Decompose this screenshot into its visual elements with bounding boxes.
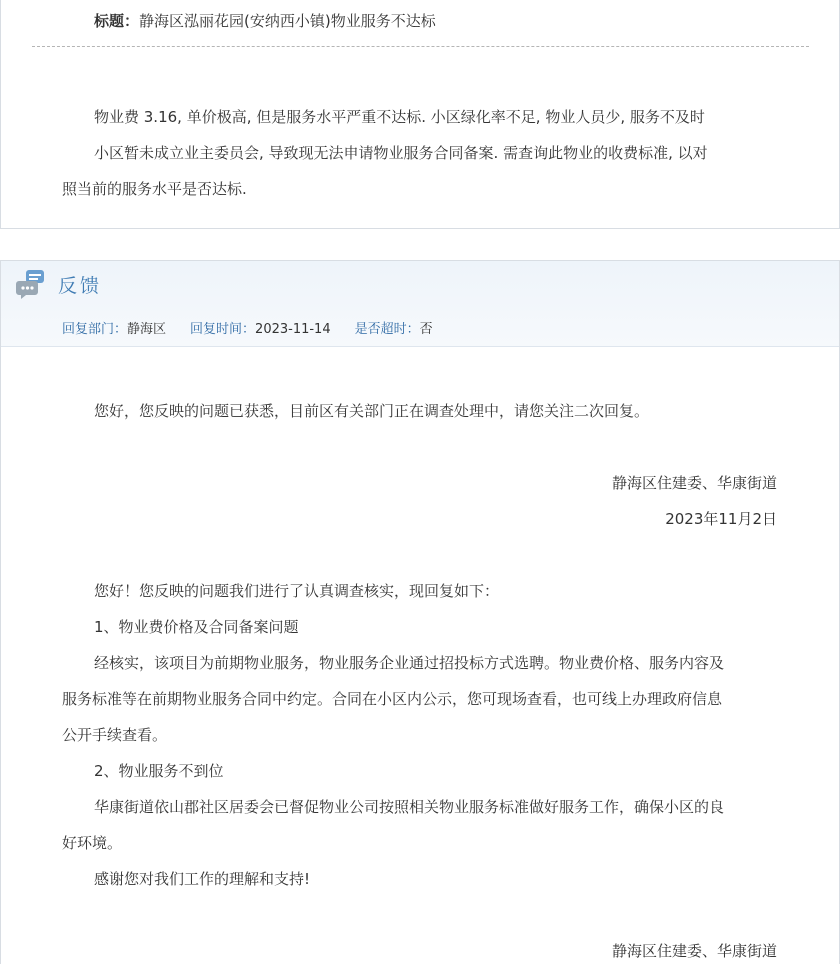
item-1-line-1: 经核实，该项目为前期物业服务，物业服务企业通过招投标方式选聘。物业费价格、服务内容及 bbox=[94, 654, 725, 672]
item-2-line-2: 好环境。 bbox=[62, 834, 123, 852]
feedback-panel bbox=[0, 260, 840, 964]
title-text: 静海区泓丽花园(安纳西小镇)物业服务不达标 bbox=[139, 12, 436, 30]
title-label: 标题： bbox=[94, 12, 140, 30]
divider bbox=[32, 46, 809, 47]
complaint-body-line-2: 小区暂未成立业主委员会, 导致现无法申请物业服务合同备案. 需查询此物业的收费标准, 以对 bbox=[94, 144, 708, 162]
dept-value: 静海区 bbox=[127, 322, 167, 337]
item-1-title: 1、物业费价格及合同备案问题 bbox=[94, 618, 299, 636]
item-1-line-2: 服务标准等在前期物业服务合同中约定。合同在小区内公示，您可现场查看，也可线上办理政府信息 bbox=[62, 690, 723, 708]
feedback-meta bbox=[62, 318, 433, 337]
time-value: 2023-11-14 bbox=[255, 322, 331, 337]
time-label: 回复时间： bbox=[190, 322, 256, 337]
item-2-line-1: 华康街道依山郡社区居委会已督促物业公司按照相关物业服务标准做好服务工作，确保小区的良 bbox=[94, 798, 725, 816]
item-1-line-3: 公开手续查看。 bbox=[62, 726, 168, 744]
reply-1: 您好，您反映的问题已获悉，目前区有关部门正在调查处理中，请您关注二次回复。 bbox=[94, 402, 650, 420]
feedback-title: 反馈 bbox=[58, 275, 103, 297]
complaint-panel bbox=[0, 0, 840, 229]
reply-1-date: 2023年11月2日 bbox=[665, 510, 777, 528]
reply-2-signature: 静海区住建委、华康街道 bbox=[611, 942, 777, 960]
thanks-line: 感谢您对我们工作的理解和支持! bbox=[94, 870, 311, 888]
feedback-header bbox=[1, 261, 839, 347]
complaint-title bbox=[94, 10, 436, 31]
complaint-body-line-1: 物业费 3.16, 单价极高, 但是服务水平严重不达标. 小区绿化率不足, 物业人员少, 服务不及时 bbox=[94, 108, 705, 126]
complaint-body-line-3: 照当前的服务水平是否达标. bbox=[62, 180, 247, 198]
chat-bubble-icon bbox=[16, 269, 46, 299]
overdue-label: 是否超时： bbox=[354, 322, 420, 337]
reply-1-signature: 静海区住建委、华康街道 bbox=[611, 474, 777, 492]
overdue-value: 否 bbox=[419, 322, 433, 337]
reply-2-intro: 您好！您反映的问题我们进行了认真调查核实，现回复如下： bbox=[94, 582, 500, 600]
dept-label: 回复部门： bbox=[62, 322, 128, 337]
item-2-title: 2、物业服务不到位 bbox=[94, 762, 224, 780]
